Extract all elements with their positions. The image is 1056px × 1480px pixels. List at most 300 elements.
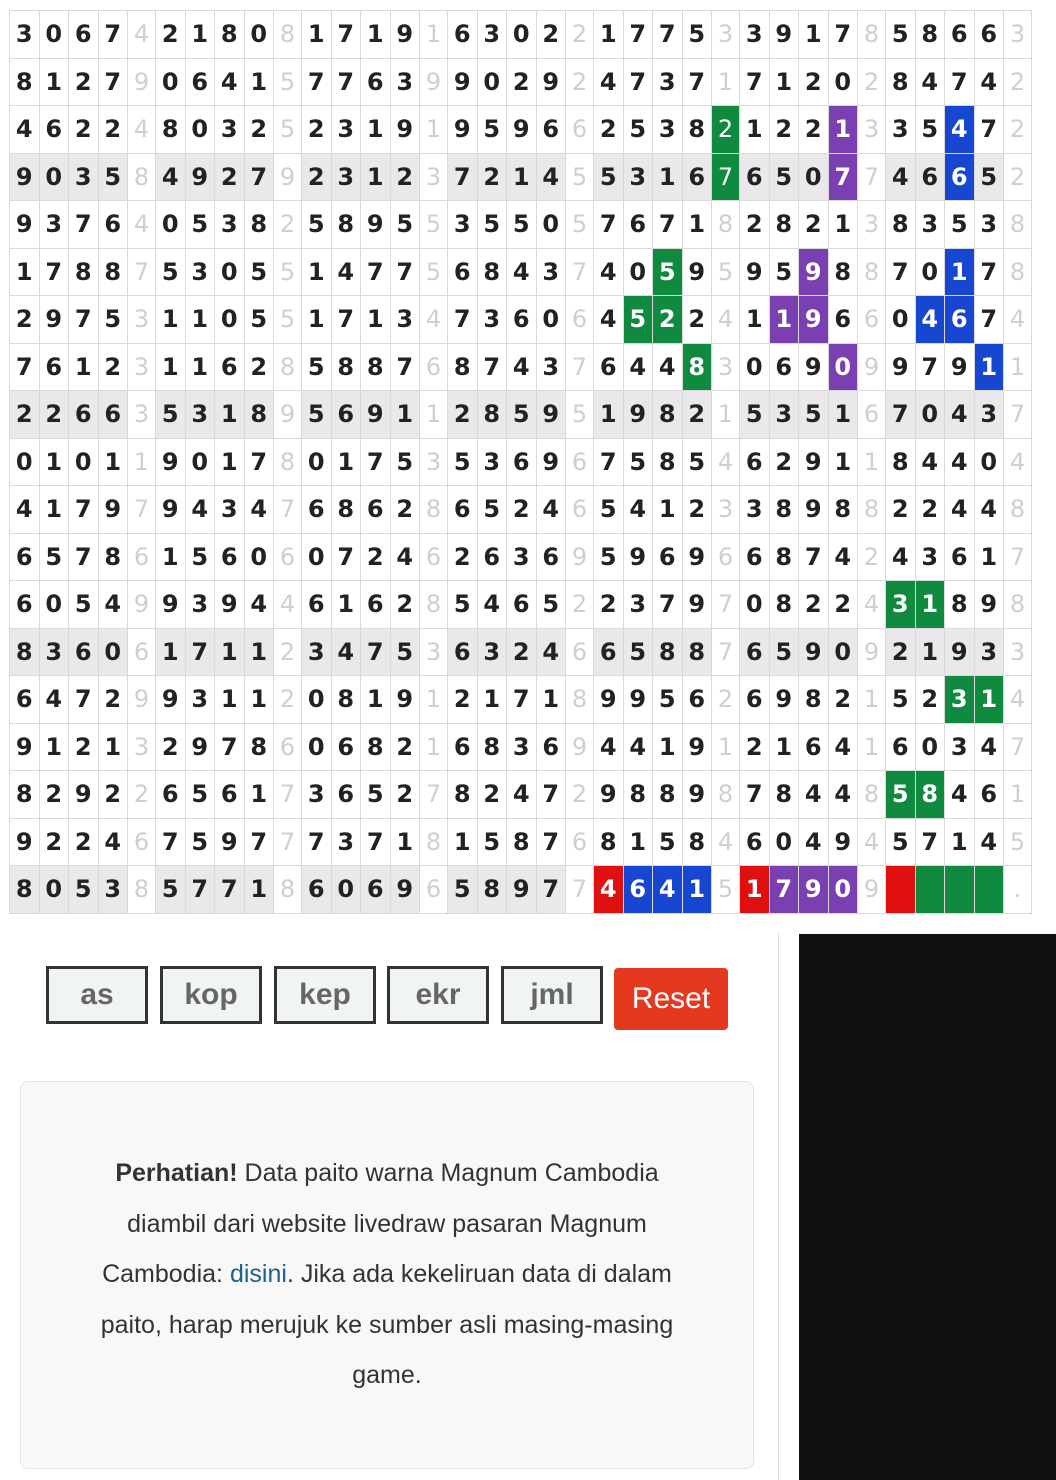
paito-cell[interactable]: 4 (98, 818, 128, 866)
paito-cell[interactable]: 6 (69, 628, 99, 676)
paito-cell[interactable]: 3 (477, 11, 507, 59)
paito-cell[interactable]: 7 (858, 153, 886, 201)
paito-cell[interactable]: 0 (331, 866, 361, 914)
paito-cell[interactable]: 7 (244, 153, 274, 201)
paito-cell[interactable]: 9 (799, 866, 829, 914)
paito-cell[interactable]: 4 (886, 153, 916, 201)
paito-cell[interactable]: 4 (799, 771, 829, 819)
paito-cell[interactable]: 5 (274, 58, 302, 106)
paito-cell[interactable]: 5 (302, 343, 332, 391)
paito-cell[interactable]: 4 (536, 153, 566, 201)
paito-cell[interactable]: 5 (886, 771, 916, 819)
paito-cell[interactable]: 9 (185, 153, 215, 201)
paito-cell[interactable]: 8 (653, 771, 683, 819)
paito-cell[interactable]: 7 (69, 533, 99, 581)
paito-cell[interactable]: 3 (215, 106, 245, 154)
paito-cell[interactable]: 9 (420, 58, 448, 106)
paito-cell[interactable]: 0 (156, 201, 186, 249)
paito-cell[interactable]: 4 (331, 248, 361, 296)
paito-cell[interactable]: 8 (10, 866, 40, 914)
paito-cell[interactable]: 4 (244, 486, 274, 534)
paito-cell[interactable]: 2 (507, 58, 537, 106)
paito-cell[interactable]: 9 (361, 391, 391, 439)
paito-cell[interactable]: 6 (858, 296, 886, 344)
paito-cell[interactable]: 4 (945, 106, 975, 154)
paito-cell[interactable]: 7 (566, 343, 594, 391)
paito-cell[interactable]: 6 (566, 628, 594, 676)
paito-cell[interactable]: 8 (331, 676, 361, 724)
paito-cell[interactable]: 6 (566, 486, 594, 534)
paito-cell[interactable]: 2 (10, 391, 40, 439)
paito-cell[interactable]: 6 (448, 248, 478, 296)
paito-cell[interactable]: 8 (769, 486, 799, 534)
paito-cell[interactable]: 2 (98, 771, 128, 819)
paito-cell[interactable]: 5 (653, 676, 683, 724)
paito-cell[interactable]: 5 (274, 106, 302, 154)
paito-cell[interactable]: 4 (974, 58, 1004, 106)
paito-cell[interactable]: 5 (653, 818, 683, 866)
paito-cell[interactable]: 5 (185, 533, 215, 581)
paito-cell[interactable]: 2 (858, 533, 886, 581)
paito-cell[interactable]: 2 (769, 106, 799, 154)
paito-cell[interactable]: 4 (594, 866, 624, 914)
paito-cell[interactable]: 7 (769, 866, 799, 914)
paito-cell[interactable]: 3 (69, 153, 99, 201)
paito-cell[interactable]: 3 (915, 533, 945, 581)
paito-cell[interactable]: 5 (799, 391, 829, 439)
paito-cell[interactable]: 3 (712, 11, 740, 59)
paito-cell[interactable]: 6 (215, 533, 245, 581)
paito-cell[interactable]: 0 (39, 866, 69, 914)
paito-cell[interactable]: 7 (10, 343, 40, 391)
paito-cell[interactable]: 7 (566, 248, 594, 296)
paito-cell[interactable]: 5 (623, 628, 653, 676)
paito-cell[interactable]: 1 (858, 438, 886, 486)
paito-cell[interactable]: 2 (477, 771, 507, 819)
paito-cell[interactable]: 5 (156, 248, 186, 296)
paito-cell[interactable]: 7 (331, 11, 361, 59)
paito-cell[interactable]: 7 (420, 771, 448, 819)
paito-cell[interactable] (915, 866, 945, 914)
paito-cell[interactable]: 8 (331, 201, 361, 249)
paito-cell[interactable]: 0 (740, 343, 770, 391)
paito-cell[interactable]: 3 (302, 771, 332, 819)
paito-cell[interactable]: 2 (215, 153, 245, 201)
paito-cell[interactable]: 7 (448, 153, 478, 201)
paito-cell[interactable]: 6 (945, 533, 975, 581)
paito-cell[interactable]: 0 (536, 201, 566, 249)
paito-cell[interactable]: 7 (653, 11, 683, 59)
paito-cell[interactable]: 5 (448, 581, 478, 629)
paito-cell[interactable]: 8 (886, 58, 916, 106)
paito-cell[interactable]: 1 (1004, 343, 1032, 391)
paito-cell[interactable]: 8 (566, 676, 594, 724)
paito-cell[interactable]: 1 (244, 628, 274, 676)
paito-cell[interactable]: 5 (390, 201, 420, 249)
paito-cell[interactable]: 7 (507, 676, 537, 724)
paito-cell[interactable]: 7 (594, 201, 624, 249)
paito-cell[interactable]: 5 (420, 248, 448, 296)
paito-cell[interactable]: 0 (915, 248, 945, 296)
paito-cell[interactable]: 1 (390, 391, 420, 439)
paito-cell[interactable] (945, 866, 975, 914)
paito-cell[interactable]: 0 (10, 438, 40, 486)
paito-cell[interactable]: 1 (302, 296, 332, 344)
paito-cell[interactable]: 8 (712, 201, 740, 249)
paito-cell[interactable]: 2 (39, 818, 69, 866)
paito-cell[interactable]: 4 (828, 771, 858, 819)
paito-cell[interactable]: 6 (98, 201, 128, 249)
paito-cell[interactable]: 9 (156, 581, 186, 629)
paito-cell[interactable]: 2 (69, 818, 99, 866)
paito-cell[interactable]: 6 (331, 723, 361, 771)
paito-cell[interactable]: 4 (128, 11, 156, 59)
paito-cell[interactable]: 2 (39, 391, 69, 439)
paito-cell[interactable]: 9 (128, 58, 156, 106)
paito-cell[interactable]: 5 (274, 248, 302, 296)
paito-cell[interactable]: 2 (740, 201, 770, 249)
paito-cell[interactable]: 4 (945, 438, 975, 486)
paito-cell[interactable]: 4 (536, 486, 566, 534)
paito-cell[interactable]: 7 (302, 818, 332, 866)
paito-cell[interactable]: 8 (274, 438, 302, 486)
paito-cell[interactable]: 5 (98, 153, 128, 201)
paito-cell[interactable]: 5 (712, 248, 740, 296)
paito-cell[interactable]: 7 (945, 58, 975, 106)
paito-cell[interactable]: 8 (10, 771, 40, 819)
paito-cell[interactable]: 1 (156, 628, 186, 676)
paito-cell[interactable]: 1 (653, 486, 683, 534)
paito-cell[interactable]: 4 (623, 723, 653, 771)
paito-cell[interactable]: 7 (536, 771, 566, 819)
paito-cell[interactable]: 8 (828, 486, 858, 534)
paito-cell[interactable]: 9 (10, 153, 40, 201)
paito-cell[interactable]: 2 (799, 581, 829, 629)
paito-cell[interactable]: 7 (623, 11, 653, 59)
paito-cell[interactable]: 8 (682, 343, 712, 391)
paito-cell[interactable]: 7 (740, 771, 770, 819)
paito-cell[interactable]: 6 (448, 486, 478, 534)
paito-cell[interactable]: 1 (769, 723, 799, 771)
paito-cell[interactable]: 6 (566, 296, 594, 344)
paito-cell[interactable]: 1 (10, 248, 40, 296)
paito-cell[interactable]: 6 (740, 153, 770, 201)
paito-cell[interactable]: 4 (828, 723, 858, 771)
paito-cell[interactable]: 1 (420, 676, 448, 724)
paito-cell[interactable]: 6 (594, 343, 624, 391)
paito-cell[interactable]: 9 (536, 438, 566, 486)
paito-cell[interactable]: 9 (128, 676, 156, 724)
as-button[interactable]: as (46, 966, 148, 1024)
paito-cell[interactable]: 7 (128, 248, 156, 296)
paito-cell[interactable]: 6 (302, 581, 332, 629)
paito-cell[interactable]: 2 (390, 153, 420, 201)
paito-cell[interactable]: 5 (945, 201, 975, 249)
paito-cell[interactable]: 3 (390, 296, 420, 344)
paito-cell[interactable]: 1 (156, 533, 186, 581)
paito-cell[interactable]: 7 (448, 296, 478, 344)
paito-cell[interactable]: 6 (128, 628, 156, 676)
paito-cell[interactable]: 6 (536, 533, 566, 581)
paito-cell[interactable]: 6 (682, 153, 712, 201)
paito-cell[interactable]: 7 (331, 58, 361, 106)
paito-cell[interactable]: 2 (828, 581, 858, 629)
paito-cell[interactable]: 2 (566, 58, 594, 106)
paito-cell[interactable]: 1 (361, 153, 391, 201)
paito-cell[interactable]: 8 (769, 581, 799, 629)
paito-cell[interactable]: 3 (128, 723, 156, 771)
paito-cell[interactable]: 3 (477, 628, 507, 676)
paito-cell[interactable]: 6 (623, 201, 653, 249)
paito-cell[interactable]: 6 (858, 391, 886, 439)
paito-cell[interactable]: 5 (682, 438, 712, 486)
paito-cell[interactable]: 4 (915, 438, 945, 486)
paito-cell[interactable]: 3 (536, 248, 566, 296)
paito-cell[interactable]: 2 (302, 106, 332, 154)
paito-cell[interactable]: 5 (1004, 818, 1032, 866)
paito-cell[interactable]: 1 (39, 438, 69, 486)
paito-cell[interactable]: 2 (390, 581, 420, 629)
paito-cell[interactable]: 5 (477, 486, 507, 534)
paito-cell[interactable]: 6 (69, 11, 99, 59)
paito-cell[interactable]: 2 (682, 486, 712, 534)
paito-cell[interactable]: 7 (274, 818, 302, 866)
paito-cell[interactable]: 3 (128, 391, 156, 439)
paito-cell[interactable]: 3 (507, 533, 537, 581)
paito-cell[interactable]: 4 (858, 818, 886, 866)
paito-cell[interactable]: 3 (185, 581, 215, 629)
paito-cell[interactable]: 1 (39, 58, 69, 106)
paito-cell[interactable]: 6 (594, 628, 624, 676)
paito-cell[interactable]: 7 (712, 581, 740, 629)
paito-cell[interactable]: 6 (361, 486, 391, 534)
paito-cell[interactable]: 4 (331, 628, 361, 676)
paito-cell[interactable]: 8 (858, 486, 886, 534)
paito-cell[interactable]: 4 (974, 486, 1004, 534)
paito-cell[interactable]: 5 (244, 296, 274, 344)
paito-cell[interactable]: 0 (799, 153, 829, 201)
paito-cell[interactable]: 2 (566, 11, 594, 59)
paito-cell[interactable]: 4 (828, 533, 858, 581)
paito-cell[interactable]: 3 (477, 438, 507, 486)
paito-cell[interactable]: 3 (915, 201, 945, 249)
paito-cell[interactable]: 1 (331, 438, 361, 486)
paito-cell[interactable]: 7 (623, 58, 653, 106)
paito-cell[interactable]: 9 (945, 343, 975, 391)
paito-cell[interactable]: 3 (536, 343, 566, 391)
paito-cell[interactable]: 3 (331, 153, 361, 201)
paito-cell[interactable]: 0 (302, 438, 332, 486)
paito-cell[interactable]: 3 (858, 106, 886, 154)
paito-cell[interactable]: 8 (858, 248, 886, 296)
paito-cell[interactable]: 7 (69, 296, 99, 344)
paito-cell[interactable]: 6 (185, 58, 215, 106)
paito-cell[interactable]: 0 (215, 248, 245, 296)
paito-cell[interactable]: 7 (361, 818, 391, 866)
paito-cell[interactable]: 8 (420, 581, 448, 629)
paito-cell[interactable]: 1 (39, 723, 69, 771)
paito-cell[interactable]: 4 (1004, 296, 1032, 344)
paito-cell[interactable]: 2 (915, 676, 945, 724)
paito-cell[interactable]: 6 (420, 533, 448, 581)
paito-cell[interactable]: 7 (331, 533, 361, 581)
paito-cell[interactable]: 3 (1004, 11, 1032, 59)
paito-cell[interactable]: 4 (974, 818, 1004, 866)
paito-cell[interactable]: 8 (156, 106, 186, 154)
paito-cell[interactable]: 8 (623, 771, 653, 819)
paito-cell[interactable]: 0 (39, 11, 69, 59)
paito-cell[interactable]: 7 (274, 771, 302, 819)
paito-cell[interactable]: 0 (185, 438, 215, 486)
paito-cell[interactable]: 6 (799, 723, 829, 771)
paito-cell[interactable]: 7 (974, 296, 1004, 344)
paito-cell[interactable]: 6 (712, 533, 740, 581)
paito-cell[interactable] (974, 866, 1004, 914)
paito-cell[interactable]: 4 (974, 723, 1004, 771)
paito-cell[interactable]: 6 (945, 153, 975, 201)
paito-cell[interactable]: 1 (215, 438, 245, 486)
reset-button[interactable]: Reset (614, 968, 728, 1030)
paito-cell[interactable]: 2 (799, 201, 829, 249)
paito-cell[interactable]: 7 (566, 866, 594, 914)
paito-cell[interactable]: 3 (974, 628, 1004, 676)
paito-cell[interactable]: 0 (915, 723, 945, 771)
paito-cell[interactable]: 4 (1004, 676, 1032, 724)
paito-cell[interactable]: 4 (945, 771, 975, 819)
paito-cell[interactable]: 7 (799, 533, 829, 581)
paito-cell[interactable]: 6 (215, 771, 245, 819)
paito-cell[interactable]: 9 (156, 438, 186, 486)
paito-cell[interactable]: 8 (886, 201, 916, 249)
paito-cell[interactable]: 1 (244, 58, 274, 106)
paito-cell[interactable]: 5 (244, 248, 274, 296)
paito-cell[interactable]: 2 (98, 106, 128, 154)
paito-cell[interactable]: 9 (682, 771, 712, 819)
paito-cell[interactable]: 5 (682, 11, 712, 59)
paito-cell[interactable]: 6 (274, 723, 302, 771)
paito-cell[interactable]: 3 (10, 11, 40, 59)
paito-cell[interactable]: 7 (361, 438, 391, 486)
paito-cell[interactable]: 8 (448, 343, 478, 391)
paito-cell[interactable]: 0 (769, 818, 799, 866)
paito-cell[interactable]: 2 (274, 201, 302, 249)
paito-cell[interactable]: 4 (507, 248, 537, 296)
paito-cell[interactable]: 6 (653, 533, 683, 581)
paito-cell[interactable]: 1 (420, 106, 448, 154)
paito-cell[interactable]: 6 (915, 153, 945, 201)
paito-cell[interactable]: 7 (828, 11, 858, 59)
paito-cell[interactable]: 1 (712, 391, 740, 439)
paito-cell[interactable]: 1 (712, 58, 740, 106)
kop-button[interactable]: kop (160, 966, 262, 1024)
paito-cell[interactable]: 5 (740, 391, 770, 439)
paito-cell[interactable]: 1 (244, 771, 274, 819)
paito-cell[interactable]: 8 (98, 533, 128, 581)
paito-cell[interactable]: 3 (215, 486, 245, 534)
paito-cell[interactable]: 0 (828, 343, 858, 391)
paito-cell[interactable]: 6 (361, 866, 391, 914)
paito-cell[interactable]: 5 (566, 201, 594, 249)
paito-cell[interactable]: 9 (156, 676, 186, 724)
paito-cell[interactable]: 9 (623, 676, 653, 724)
paito-cell[interactable]: 6 (10, 533, 40, 581)
paito-cell[interactable]: 1 (361, 676, 391, 724)
paito-cell[interactable]: 4 (215, 58, 245, 106)
paito-cell[interactable]: 8 (799, 676, 829, 724)
paito-cell[interactable]: 5 (274, 296, 302, 344)
paito-cell[interactable]: 9 (10, 818, 40, 866)
paito-cell[interactable]: 4 (1004, 438, 1032, 486)
paito-cell[interactable]: 1 (858, 723, 886, 771)
paito-cell[interactable]: 7 (302, 58, 332, 106)
paito-cell[interactable]: 2 (915, 486, 945, 534)
paito-cell[interactable]: 3 (974, 391, 1004, 439)
paito-cell[interactable]: 9 (682, 581, 712, 629)
paito-cell[interactable]: 8 (361, 723, 391, 771)
paito-cell[interactable]: 4 (653, 866, 683, 914)
paito-cell[interactable]: 9 (390, 676, 420, 724)
paito-cell[interactable]: 1 (915, 581, 945, 629)
paito-cell[interactable]: 1 (828, 106, 858, 154)
paito-cell[interactable]: 4 (477, 581, 507, 629)
paito-cell[interactable]: 7 (361, 248, 391, 296)
paito-cell[interactable]: 3 (623, 581, 653, 629)
paito-cell[interactable]: 2 (653, 296, 683, 344)
paito-cell[interactable]: 1 (974, 533, 1004, 581)
paito-cell[interactable]: 6 (361, 581, 391, 629)
paito-cell[interactable]: 7 (69, 486, 99, 534)
paito-cell[interactable]: 9 (799, 343, 829, 391)
paito-cell[interactable]: 7 (682, 58, 712, 106)
paito-cell[interactable]: 5 (477, 201, 507, 249)
paito-cell[interactable]: 7 (915, 343, 945, 391)
paito-cell[interactable]: 1 (156, 343, 186, 391)
paito-cell[interactable]: 9 (682, 248, 712, 296)
paito-cell[interactable]: 6 (974, 771, 1004, 819)
paito-cell[interactable]: 8 (128, 866, 156, 914)
paito-cell[interactable]: 1 (390, 818, 420, 866)
paito-cell[interactable]: 2 (98, 676, 128, 724)
paito-cell[interactable]: 2 (682, 391, 712, 439)
paito-cell[interactable]: 2 (244, 106, 274, 154)
paito-cell[interactable]: 4 (507, 771, 537, 819)
paito-cell[interactable]: 5 (974, 153, 1004, 201)
paito-cell[interactable]: 3 (653, 106, 683, 154)
paito-cell[interactable]: 5 (915, 106, 945, 154)
paito-cell[interactable]: 9 (448, 106, 478, 154)
paito-cell[interactable]: 4 (886, 533, 916, 581)
paito-cell[interactable]: 2 (712, 106, 740, 154)
paito-cell[interactable]: 5 (653, 248, 683, 296)
paito-cell[interactable]: 8 (507, 818, 537, 866)
paito-cell[interactable]: 1 (244, 676, 274, 724)
paito-cell[interactable]: 9 (799, 486, 829, 534)
paito-cell[interactable]: 9 (594, 676, 624, 724)
paito-cell[interactable]: 8 (477, 391, 507, 439)
paito-cell[interactable]: 5 (448, 866, 478, 914)
paito-cell[interactable]: 2 (828, 676, 858, 724)
paito-cell[interactable]: 9 (98, 486, 128, 534)
paito-cell[interactable]: 3 (740, 11, 770, 59)
paito-cell[interactable]: 5 (623, 296, 653, 344)
paito-cell[interactable]: 6 (945, 296, 975, 344)
jml-button[interactable]: jml (501, 966, 603, 1024)
paito-cell[interactable]: 1 (215, 676, 245, 724)
paito-cell[interactable]: 4 (39, 676, 69, 724)
paito-cell[interactable]: 9 (185, 723, 215, 771)
paito-cell[interactable]: 7 (653, 581, 683, 629)
paito-cell[interactable]: 3 (1004, 628, 1032, 676)
